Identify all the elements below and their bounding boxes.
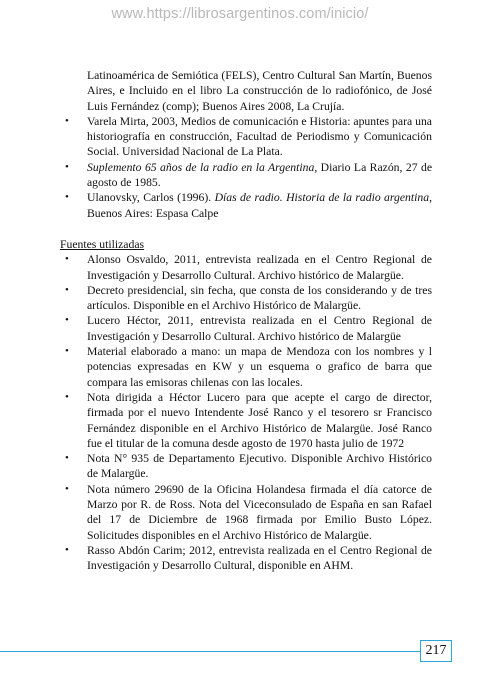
bullet-icon: • [65, 345, 69, 358]
watermark-url: www.https://librosargentinos.com/inicio/ [111, 6, 369, 22]
source-text: Rasso Abdón Carim; 2012, entrevista realizada en el Centro Regional de Investigación y Desarrollo Cultural, disponible en AHM. [87, 543, 432, 573]
continuation-paragraph: Latinoamérica de Semiótica (FELS), Centro Cultural San Martín, Buenos Aires, e Incluido en el libro La construcción de lo radiofónico, de José Luis Fernández (comp); Buenos Aires 2008, La Crujía. [87, 69, 432, 113]
bibliography-item [60, 190, 432, 221]
source-item [60, 283, 432, 314]
bibliography-author: Ulanovsky, Carlos (1996). [87, 191, 215, 205]
bullet-icon: • [65, 191, 69, 204]
source-item [60, 344, 432, 390]
bullet-icon: • [65, 452, 69, 465]
source-text: Lucero Héctor, 2011, entrevista realizada en el Centro Regional de Investigación y Desarrollo Cultural. Archivo histórico de Malargüe [87, 314, 432, 343]
bibliography-list [60, 114, 432, 221]
bibliography-text: , Diario La Razón, 27 de agosto de 1985. [87, 160, 433, 190]
source-text: Nota N° 935 de Departamento Ejecutivo. Disponible Archivo Histórico de Malargüe. [87, 452, 432, 481]
bullet-icon: • [65, 390, 69, 403]
bibliography-title: Suplemento 65 años de la radio en la Argentina [87, 160, 315, 174]
source-item [60, 313, 432, 344]
page-body [60, 68, 432, 574]
source-text: Nota número 29690 de la Oficina Holandesa firmada el día catorce de Marzo por R. de Ross. Nota del Viceconsulado de España en san Rafael del 17 de Diciembre de 1968 firmada por Emilio Busto López. Solicitudes disponibles en el Archivo Histórico de Malargüe. [87, 482, 432, 542]
bibliography-item [60, 114, 432, 160]
source-item [60, 252, 432, 283]
source-item [60, 451, 432, 482]
bibliography-text: , Buenos Aires: Espasa Calpe [87, 191, 432, 220]
source-text: Decreto presidencial, sin fecha, que consta de los considerando y de tres artículos. Disponible en el Archivo Histórico de Malargüe. [87, 283, 432, 313]
source-text: Material elaborado a mano: un mapa de Mendoza con los nombres y l potencias expresadas en KW y un esquema o grafico de barra que compara las emisoras chilenas con las locales. [87, 345, 432, 389]
source-text: Nota dirigida a Héctor Lucero para que acepte el cargo de director, firmada por el nuevo Intendente José Ranco y el tesorero sr Francisco Fernández disponible en el Archivo Histórico de Malargüe. José Ranco fue el titular de la comuna desde agosto de 1970 hasta julio de 1972 [87, 390, 432, 450]
bullet-icon: • [65, 482, 69, 495]
source-item [60, 482, 432, 543]
bullet-icon: • [65, 314, 69, 327]
sources-heading: Fuentes utilizadas [60, 237, 145, 251]
bullet-icon: • [65, 114, 69, 127]
source-text: Alonso Osvaldo, 2011, entrevista realizada en el Centro Regional de Investigación y Desarrollo Cultural. Archivo histórico de Malargüe. [87, 253, 432, 282]
bullet-icon: • [65, 543, 69, 556]
bullet-icon: • [65, 253, 69, 266]
sources-list [60, 252, 432, 573]
footer-rule [0, 651, 420, 652]
bullet-icon: • [65, 160, 69, 173]
bibliography-title: Días de radio. Historia de la radio argentina [214, 191, 430, 205]
bibliography-item [60, 160, 432, 191]
source-item [60, 390, 432, 451]
page-number: 217 [420, 640, 452, 662]
source-item [60, 543, 432, 574]
bibliography-text: Varela Mirta, 2003, Medios de comunicación e Historia: apuntes para una historiografía en construcción, Facultad de Periodismo y Comunicación Social. Universidad Nacional de La Plata. [87, 114, 432, 159]
bullet-icon: • [65, 283, 69, 296]
